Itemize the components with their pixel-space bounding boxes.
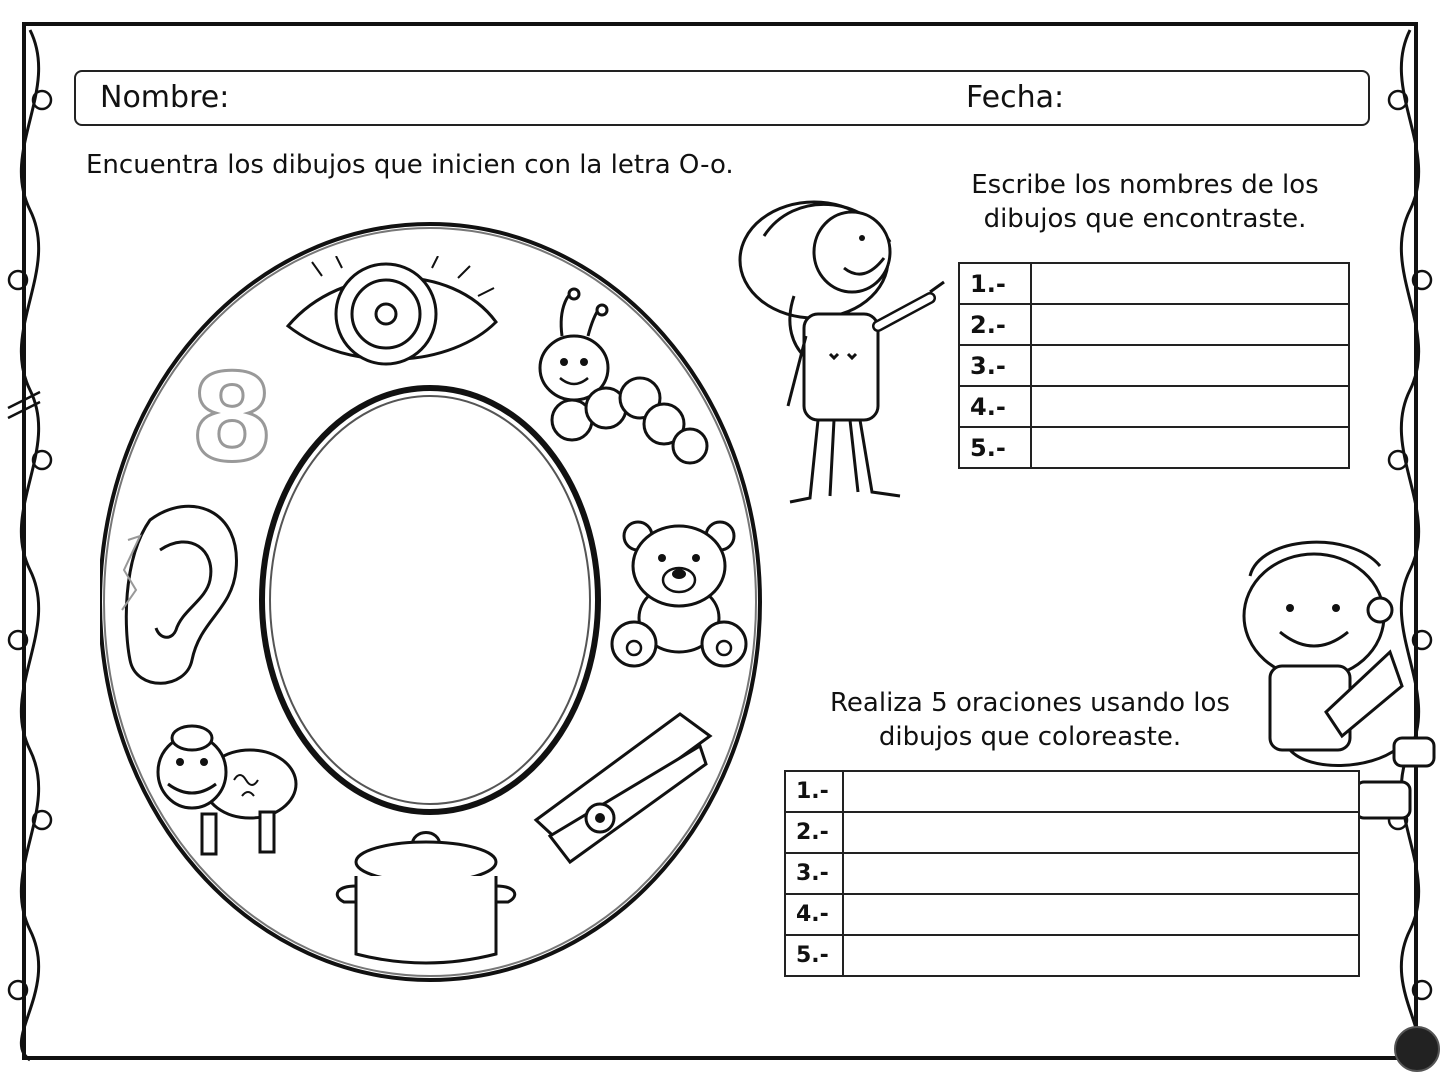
sentences-instruction [800, 686, 1260, 754]
brand-logo [1394, 1026, 1440, 1072]
name-date-header [74, 70, 1370, 126]
table-row [785, 853, 1359, 894]
table-row [785, 771, 1359, 812]
table-row [785, 894, 1359, 935]
sentences-table [784, 770, 1360, 977]
number-eight [186, 352, 278, 472]
sheep-icon[interactable] [150, 718, 300, 864]
names-table [958, 262, 1350, 469]
answer-line[interactable] [843, 812, 1359, 853]
write-names-line1: Escribe los nombres de los [971, 170, 1319, 200]
row-number: 1.- [959, 263, 1031, 304]
row-number: 2.- [959, 304, 1031, 345]
answer-line[interactable] [1031, 386, 1349, 427]
answer-line[interactable] [1031, 263, 1349, 304]
clothespin-icon[interactable] [530, 706, 714, 866]
answer-line[interactable] [1031, 427, 1349, 468]
name-label: Nombre: [100, 80, 230, 115]
row-number: 4.- [785, 894, 843, 935]
answer-line[interactable] [843, 771, 1359, 812]
find-instruction: Encuentra los dibujos que inicien con la letra O-o. [86, 150, 734, 180]
row-number: 3.- [959, 345, 1031, 386]
table-row [959, 345, 1349, 386]
answer-line[interactable] [1031, 345, 1349, 386]
answer-line[interactable] [1031, 304, 1349, 345]
ear-icon[interactable] [120, 500, 242, 692]
row-number: 4.- [959, 386, 1031, 427]
table-row [959, 304, 1349, 345]
row-number: 3.- [785, 853, 843, 894]
table-row [959, 427, 1349, 468]
row-number: 1.- [785, 771, 843, 812]
pot-icon[interactable] [330, 826, 522, 968]
row-number: 5.- [959, 427, 1031, 468]
row-number: 2.- [785, 812, 843, 853]
table-row [785, 812, 1359, 853]
table-row [785, 935, 1359, 976]
table-row [959, 263, 1349, 304]
caterpillar-icon[interactable] [522, 286, 712, 466]
number-eight-text: 8 [190, 352, 274, 472]
write-names-instruction [940, 168, 1350, 236]
row-number: 5.- [785, 935, 843, 976]
sentences-line1: Realiza 5 oraciones usando los [830, 688, 1230, 718]
eye-icon[interactable] [282, 256, 502, 384]
girl-illustration [734, 196, 948, 512]
table-row [959, 386, 1349, 427]
answer-line[interactable] [843, 935, 1359, 976]
left-vine-decoration [0, 0, 60, 1080]
answer-line[interactable] [843, 894, 1359, 935]
sentences-line2: dibujos que coloreaste. [878, 722, 1182, 752]
date-label: Fecha: [966, 80, 1065, 115]
answer-line[interactable] [843, 853, 1359, 894]
bear-icon[interactable] [608, 518, 750, 670]
write-names-line2: dibujos que encontraste. [983, 204, 1307, 234]
